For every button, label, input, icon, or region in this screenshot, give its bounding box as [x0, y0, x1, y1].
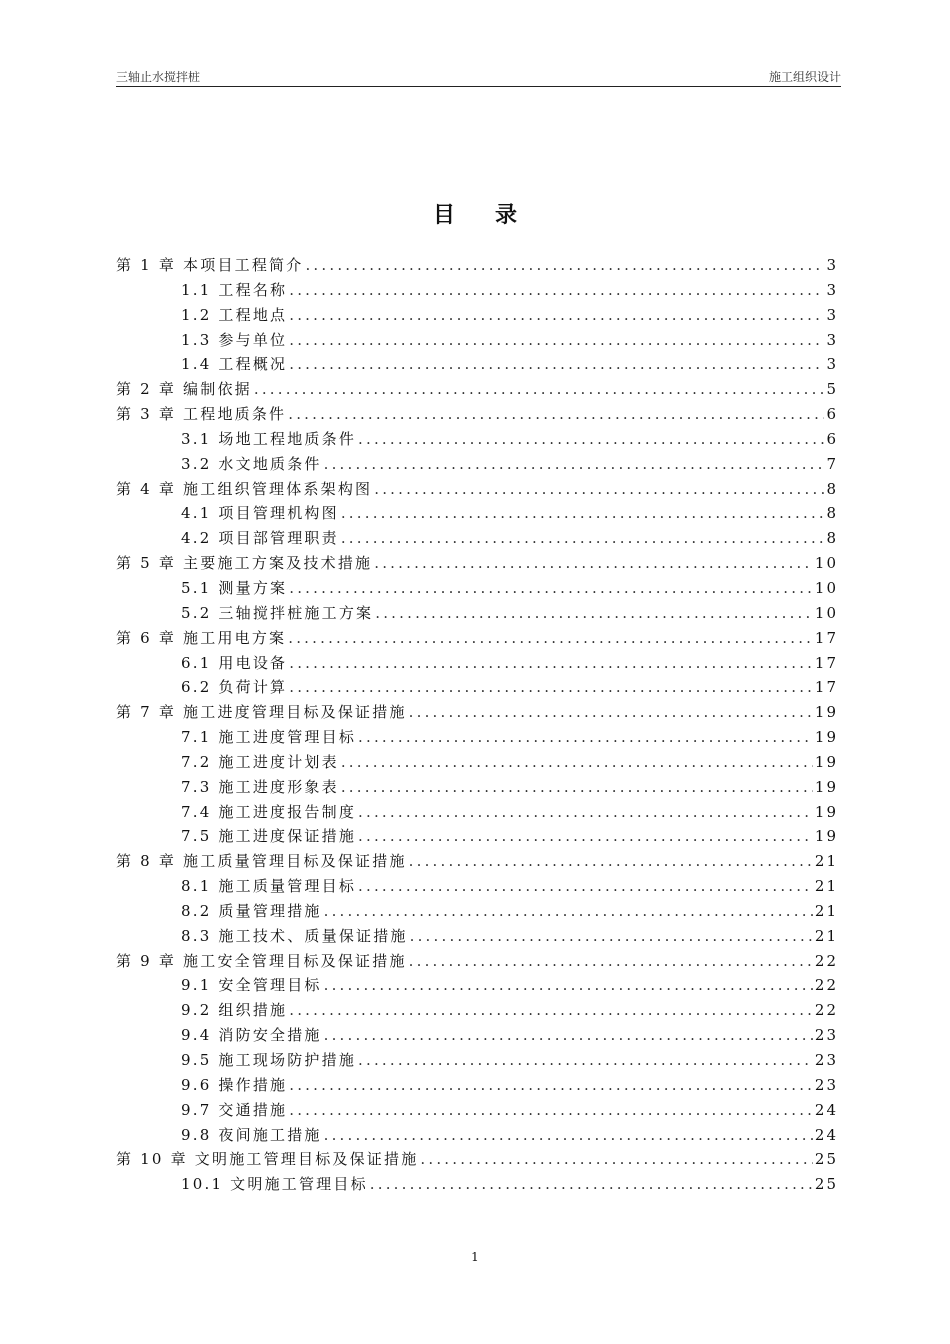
- toc-entry-label: 第 5 章 主要施工方案及技术措施: [116, 554, 373, 573]
- toc-dot-leader: [341, 750, 813, 775]
- toc-entry-page: 23: [814, 1075, 838, 1094]
- toc-subsection-entry[interactable]: [116, 899, 838, 924]
- toc-subsection-entry[interactable]: [116, 328, 838, 353]
- toc-entry-label: 第 1 章 本项目工程简介: [116, 256, 304, 274]
- toc-entry-label: 9.6 操作措施: [181, 1075, 288, 1094]
- toc-entry-page: 22: [814, 1001, 838, 1020]
- toc-entry-label: 9.2 组织措施: [181, 1001, 288, 1020]
- toc-dot-leader: [254, 377, 825, 402]
- toc-entry-page: 21: [814, 901, 838, 920]
- toc-entry-page: 17: [814, 653, 838, 672]
- toc-dot-leader: [358, 1048, 813, 1073]
- toc-subsection-entry[interactable]: [116, 924, 838, 949]
- toc-dot-leader: [289, 352, 824, 377]
- toc-entry-page: 3: [826, 256, 838, 274]
- toc-entry-page: 25: [814, 1150, 838, 1169]
- toc-subsection-entry[interactable]: [116, 427, 838, 452]
- toc-entry-label: 7.5 施工进度保证措施: [181, 827, 357, 846]
- toc-entry-label: 第 6 章 施工用电方案: [116, 628, 287, 647]
- toc-entry-label: 5.1 测量方案: [181, 578, 288, 597]
- header-left-text: 三轴止水搅拌桩: [116, 70, 201, 84]
- toc-entry-label: 1.2 工程地点: [181, 305, 288, 324]
- toc-dot-leader: [341, 526, 825, 551]
- toc-entry-page: 19: [814, 703, 838, 722]
- toc-chapter-entry[interactable]: [116, 377, 838, 402]
- toc-subsection-entry[interactable]: [116, 998, 838, 1023]
- toc-dot-leader: [341, 775, 813, 800]
- toc-dot-leader: [370, 1172, 813, 1197]
- toc-dot-leader: [288, 626, 813, 651]
- toc-entry-label: 第 2 章 编制依据: [116, 380, 252, 399]
- toc-entry-label: 第 8 章 施工质量管理目标及保证措施: [116, 852, 407, 871]
- toc-chapter-entry[interactable]: [116, 253, 838, 278]
- toc-entry-page: 19: [814, 827, 838, 846]
- toc-entry-page: 19: [814, 802, 838, 821]
- toc-dot-leader: [409, 700, 813, 725]
- toc-entry-label: 3.1 场地工程地质条件: [181, 429, 357, 448]
- toc-subsection-entry[interactable]: [116, 352, 838, 377]
- toc-dot-leader: [289, 1098, 813, 1123]
- toc-entry-page: 10: [814, 578, 838, 597]
- toc-dot-leader: [289, 651, 813, 676]
- toc-entry-page: 21: [814, 852, 838, 871]
- toc-dot-leader: [358, 800, 813, 825]
- toc-dot-leader: [358, 427, 824, 452]
- toc-chapter-entry[interactable]: [116, 477, 838, 502]
- toc-entry-label: 7.4 施工进度报告制度: [181, 802, 357, 821]
- toc-dot-leader: [358, 874, 813, 899]
- toc-entry-label: 7.3 施工进度形象表: [181, 777, 339, 796]
- toc-dot-leader: [341, 501, 825, 526]
- toc-entry-label: 7.2 施工进度计划表: [181, 752, 339, 771]
- toc-entry-page: 21: [814, 926, 838, 945]
- toc-dot-leader: [409, 949, 813, 974]
- toc-entry-page: 3: [826, 355, 838, 374]
- toc-entry-label: 5.2 三轴搅拌桩施工方案: [181, 603, 374, 622]
- toc-entry-label: 8.2 质量管理措施: [181, 901, 322, 920]
- toc-entry-page: 22: [814, 976, 838, 995]
- toc-entry-label: 8.3 施工技术、质量保证措施: [181, 926, 408, 945]
- toc-entry-page: 7: [826, 454, 838, 473]
- toc-subsection-entry[interactable]: [116, 775, 838, 800]
- toc-entry-label: 4.2 项目部管理职责: [181, 529, 339, 548]
- toc-chapter-entry[interactable]: [116, 402, 838, 427]
- header-right-text: 施工组织设计: [768, 70, 841, 84]
- toc-dot-leader: [305, 253, 824, 278]
- toc-dot-leader: [358, 725, 813, 750]
- toc-subsection-entry[interactable]: [116, 973, 838, 998]
- toc-entry-label: 1.1 工程名称: [181, 280, 288, 299]
- toc-entry-page: 19: [814, 728, 838, 747]
- toc-entry-label: 3.2 水文地质条件: [181, 454, 322, 473]
- toc-entry-page: 19: [814, 752, 838, 771]
- toc-entry-label: 10.1 文明施工管理目标: [181, 1175, 368, 1194]
- toc-subsection-entry[interactable]: [116, 874, 838, 899]
- toc-dot-leader: [375, 601, 813, 626]
- toc-dot-leader: [289, 278, 824, 303]
- toc-chapter-entry[interactable]: [116, 551, 838, 576]
- toc-entry-page: 3: [826, 330, 838, 349]
- toc-entry-page: 24: [814, 1125, 838, 1144]
- toc-entry-page: 5: [826, 380, 838, 399]
- toc-chapter-entry[interactable]: [116, 949, 838, 974]
- toc-subsection-entry[interactable]: [116, 750, 838, 775]
- toc-entry-label: 9.5 施工现场防护措施: [181, 1051, 357, 1069]
- toc-chapter-entry[interactable]: [116, 700, 838, 725]
- toc-dot-leader: [289, 998, 813, 1023]
- toc-subsection-entry[interactable]: [116, 278, 838, 303]
- toc-dot-leader: [410, 924, 813, 949]
- toc-dot-leader: [374, 551, 813, 576]
- toc-entry-label: 9.1 安全管理目标: [181, 976, 322, 995]
- toc-entry-page: 23: [814, 1026, 838, 1045]
- toc-entry-label: 8.1 施工质量管理目标: [181, 877, 357, 896]
- toc-dot-leader: [324, 1023, 813, 1048]
- toc-dot-leader: [289, 328, 824, 353]
- toc-subsection-entry[interactable]: [116, 501, 838, 526]
- toc-entry-page: 6: [826, 405, 838, 424]
- toc-entry-page: 8: [826, 504, 838, 523]
- toc-subsection-entry[interactable]: [116, 725, 838, 750]
- toc-dot-leader: [324, 973, 813, 998]
- toc-subsection-entry[interactable]: [116, 675, 838, 700]
- toc-entry-label: 第 4 章 施工组织管理体系架构图: [116, 479, 373, 498]
- toc-entry-page: 3: [826, 305, 838, 324]
- toc-entry-page: 23: [814, 1051, 838, 1069]
- toc-subsection-entry[interactable]: [116, 824, 838, 849]
- toc-entry-page: 17: [814, 628, 838, 647]
- toc-entry-label: 第 7 章 施工进度管理目标及保证措施: [116, 703, 407, 722]
- table-of-contents: [116, 253, 838, 1197]
- toc-dot-leader: [289, 576, 813, 601]
- toc-subsection-entry[interactable]: [116, 1023, 838, 1048]
- toc-dot-leader: [289, 1073, 813, 1098]
- toc-dot-leader: [358, 824, 813, 849]
- toc-subsection-entry[interactable]: [116, 303, 838, 328]
- toc-subsection-entry[interactable]: [116, 1048, 838, 1073]
- toc-entry-page: 25: [814, 1175, 838, 1194]
- toc-entry-label: 第 9 章 施工安全管理目标及保证措施: [116, 951, 407, 970]
- toc-subsection-entry[interactable]: [116, 1123, 838, 1148]
- toc-subsection-entry[interactable]: [116, 1073, 838, 1098]
- toc-entry-label: 4.1 项目管理机构图: [181, 504, 339, 523]
- toc-subsection-entry[interactable]: [116, 800, 838, 825]
- toc-entry-label: 1.3 参与单位: [181, 330, 288, 349]
- toc-subsection-entry[interactable]: [116, 601, 838, 626]
- toc-entry-page: 3: [826, 280, 838, 299]
- toc-dot-leader: [324, 899, 813, 924]
- toc-entry-page: 22: [814, 951, 838, 970]
- toc-subsection-entry[interactable]: [116, 651, 838, 676]
- toc-subsection-entry[interactable]: [116, 576, 838, 601]
- toc-dot-leader: [288, 402, 824, 427]
- toc-chapter-entry[interactable]: [116, 626, 838, 651]
- toc-chapter-entry[interactable]: [116, 849, 838, 874]
- toc-entry-label: 9.4 消防安全措施: [181, 1026, 322, 1045]
- toc-entry-label: 6.2 负荷计算: [181, 678, 288, 697]
- toc-chapter-entry[interactable]: [116, 1147, 838, 1172]
- page-number: 1: [471, 1250, 479, 1264]
- toc-entry-label: 第 10 章 文明施工管理目标及保证措施: [116, 1150, 419, 1169]
- toc-entry-page: 19: [814, 777, 838, 796]
- toc-entry-page: 8: [826, 479, 838, 498]
- toc-subsection-entry[interactable]: [116, 526, 838, 551]
- toc-entry-label: 6.1 用电设备: [181, 653, 288, 672]
- toc-dot-leader: [374, 477, 824, 502]
- toc-entry-label: 9.7 交通措施: [181, 1100, 288, 1119]
- toc-entry-page: 21: [814, 877, 838, 896]
- toc-dot-leader: [289, 303, 824, 328]
- toc-subsection-entry[interactable]: [116, 452, 838, 477]
- page-header: [116, 68, 841, 87]
- toc-subsection-entry[interactable]: [116, 1172, 838, 1197]
- toc-dot-leader: [409, 849, 813, 874]
- toc-entry-page: 6: [826, 429, 838, 448]
- toc-subsection-entry[interactable]: [116, 1098, 838, 1123]
- toc-entry-page: 24: [814, 1100, 838, 1119]
- toc-dot-leader: [324, 452, 825, 477]
- toc-dot-leader: [324, 1123, 813, 1148]
- toc-dot-leader: [289, 675, 813, 700]
- toc-entry-page: 10: [814, 554, 838, 573]
- toc-title: 目录: [432, 202, 557, 228]
- toc-entry-page: 10: [814, 603, 838, 622]
- toc-entry-page: 17: [814, 678, 838, 697]
- toc-entry-label: 1.4 工程概况: [181, 355, 288, 374]
- toc-entry-label: 9.8 夜间施工措施: [181, 1125, 322, 1144]
- toc-dot-leader: [420, 1147, 813, 1172]
- toc-entry-label: 第 3 章 工程地质条件: [116, 405, 287, 424]
- toc-entry-label: 7.1 施工进度管理目标: [181, 728, 357, 747]
- toc-entry-page: 8: [826, 529, 838, 548]
